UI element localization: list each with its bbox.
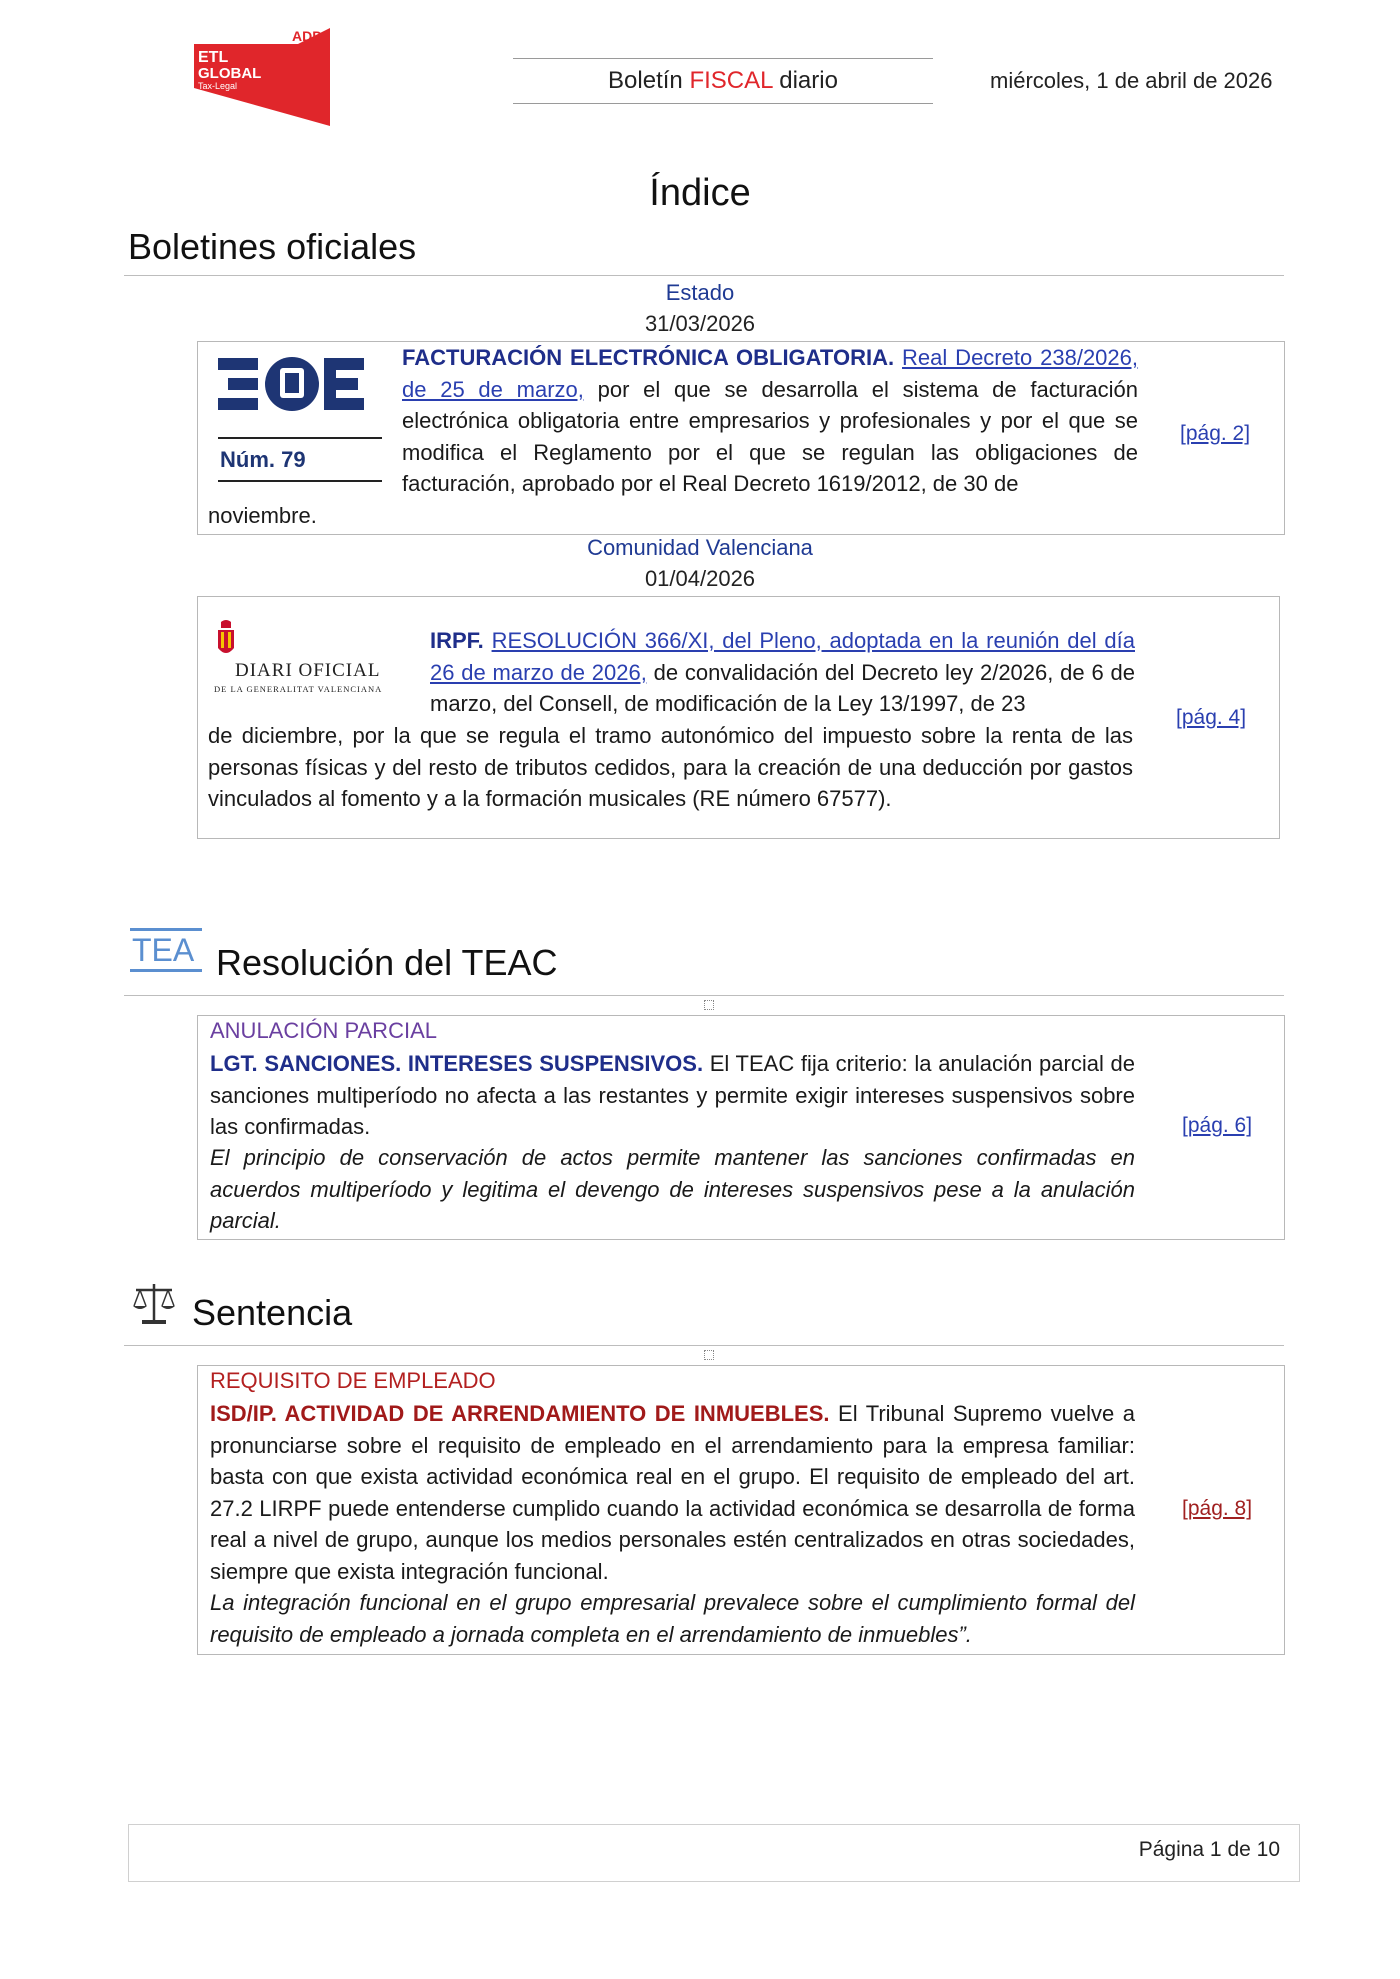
boe-entry-text [402,342,1138,500]
dogv-link[interactable]: RESOLUCIÓN 366/XI, del Pleno, adoptada en la reunión del día 26 de marzo de 2026, [430,628,1135,685]
valenciana-date: 01/04/2026 [644,566,756,591]
teac-page-link[interactable]: [pág. 6] [1182,1114,1253,1137]
bulletin-prefix: Boletín [608,67,683,94]
section-title-teac: Resolución del TEAC [216,942,558,983]
sentencia-keyword: ISD/IP. ACTIVIDAD DE ARRENDAMIENTO DE INMUEBLES. [210,1401,830,1426]
page-number: Página 1 de 10 [1138,1838,1280,1861]
bulletin-suffix: diario [779,67,838,94]
dogv-page-link[interactable]: [pág. 4] [1176,706,1247,729]
dogv-keyword: IRPF. [430,628,484,653]
estado-date: 31/03/2026 [644,311,756,336]
boe-logo [218,354,366,416]
teac-logo-icon [130,928,202,972]
boe-number: Núm. 79 [220,447,306,472]
teac-entry-text [210,1048,1135,1143]
sentencia-italic-summary: La integración funcional en el grupo empresarial prevalece sobre el cumplimiento formal del requisito de empleado a jornada completa en el arrendamiento de inmuebles”. [210,1590,1135,1647]
boe-text: por el que se desarrolla el sistema de facturación electrónica obligatoria entre empresarios y profesionales y por el que se modifica el Reglamento por el que se regulan las obligaciones de facturación, aprobado por el Real Decreto 1619/2012, de 30 de [402,376,1139,496]
section-rule [124,995,1284,996]
valenciana-label: Comunidad Valenciana [587,535,813,560]
footer-box [128,1824,1300,1882]
boe-text-tail: noviembre. [208,503,317,528]
boe-rule-top [218,437,382,439]
svg-text:ETL: ETL [198,49,229,66]
dogv-entry-text [430,625,1135,720]
dogv-text-tail: de diciembre, por la que se regula el tramo autonómico del impuesto sobre la renta de las personas físicas y del resto de tributos cedidos, para la creación de una deducción por gastos vinculados al fomento y a la formación musicales (RE número 67577). [208,723,1133,811]
section-title-sentencia: Sentencia [192,1292,353,1333]
bulletin-title [513,58,933,104]
anchor-handle [704,1350,714,1360]
generalitat-crest-icon [213,620,239,662]
header-date: miércoles, 1 de abril de 2026 [990,68,1273,93]
section-rule [124,275,1284,276]
boe-link[interactable]: Real Decreto 238/2026, de 25 de marzo, [402,345,1139,402]
teac-logo-text: TEA [132,932,195,968]
section-rule [124,1345,1284,1346]
teac-category: ANULACIÓN PARCIAL [210,1018,437,1043]
dogv-logo-title: DIARI OFICIAL [235,660,381,681]
dogv-text: de convalidación del Decreto ley 2/2026, de 6 de marzo, del Consell, de modificación de la Ley 13/1997, de 23 [430,659,1135,716]
sentencia-page-link[interactable]: [pág. 8] [1182,1497,1253,1520]
sentencia-category: REQUISITO DE EMPLEADO [210,1368,496,1393]
svg-text:ADD: ADD [292,28,323,44]
svg-text:Tax-Legal: Tax-Legal [198,81,238,91]
scales-of-justice-icon [130,1280,178,1328]
section-title-boletines: Boletines oficiales [128,226,417,267]
anchor-handle [704,1000,714,1010]
teac-text: El TEAC fija criterio: la anulación parcial de sanciones multiperíodo no afecta a las restantes y permite exigir intereses suspensivos sobre las confirmadas. [210,1051,1135,1139]
bulletin-fiscal: FISCAL [689,67,773,94]
svg-text:GLOBAL: GLOBAL [198,65,262,82]
teac-keyword: LGT. SANCIONES. INTERESES SUSPENSIVOS. [210,1051,704,1076]
teac-italic-summary: El principio de conservación de actos permite mantener las sanciones confirmadas en acuerdos multiperíodo y legitima el devengo de intereses suspensivos pese a la anulación parcial. [210,1145,1135,1233]
sentencia-text: El Tribunal Supremo vuelve a pronunciarse sobre el requisito de empleado en el arrendamiento para la empresa familiar: basta con que exista actividad económica real en el grupo. El requisito de empleado del art. 27.2 LIRPF puede entenderse cumplido cuando la actividad económica se desarrolla de forma real a nivel de grupo, aunque los medios personales estén centralizados en otras sociedades, siempre que exista integración funcional. [210,1401,1135,1584]
etl-global-logo [180,28,330,126]
dogv-logo-subtitle: DE LA GENERALITAT VALENCIANA [214,684,383,694]
estado-label: Estado [665,280,735,305]
index-title: Índice [649,172,751,214]
boe-rule-bottom [218,480,382,482]
boe-page-link[interactable]: [pág. 2] [1180,422,1251,445]
boe-keyword: FACTURACIÓN ELECTRÓNICA OBLIGATORIA. [402,345,895,370]
sentencia-entry-text [210,1398,1135,1587]
